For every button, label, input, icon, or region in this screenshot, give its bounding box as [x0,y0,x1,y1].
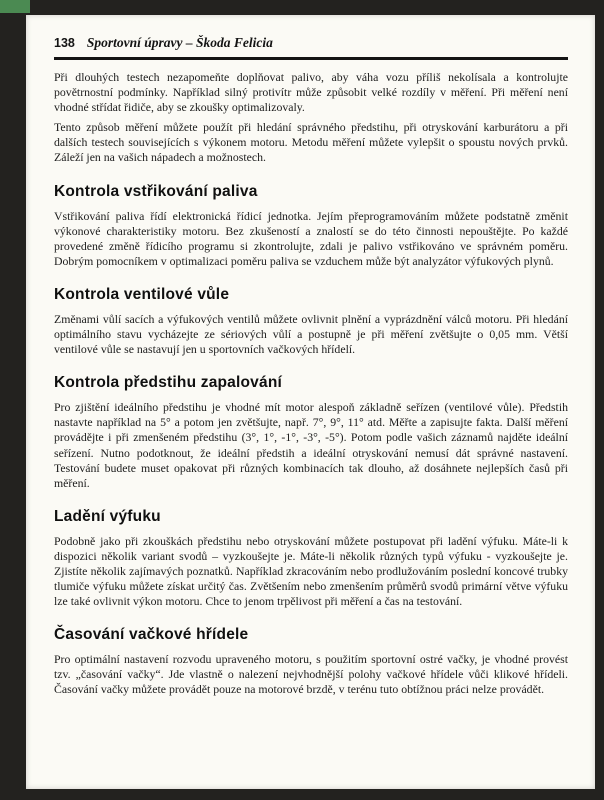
section-body-valve-clearance: Změnami vůlí sacích a výfukových ventilů můžete ovlivnit plnění a vyprázdnění válců motoru. Při hledání optimálního stavu vycházejte ze sériových vůlí a postupně je při měření zvětšujte o 0,05 mm. Větší ventilové vůle se nastavují jen u sportovních vačkových hřídelí. [54,311,568,357]
intro-paragraph: Při dlouhých testech nezapomeňte doplňovat palivo, aby váha vozu příliš nekolísala a kontrolujte povětrnostní podmínky. Například silný protivítr může způsobit velké rozdíly v měření. Při měření není vhodné střídat řidiče, aby se zkoušky optimalizovaly. [54,70,568,115]
section-heading-ignition-advance: Kontrola předstihu zapalování [54,374,282,392]
page-header [54,35,568,60]
section-heading-exhaust-tuning: Ladění výfuku [54,507,161,525]
section-body-fuel-injection: Vstřikování paliva řídí elektronická řídicí jednotka. Jejím přeprogramováním můžete podstatně změnit výkonové charakteristiky motoru. Bez zkušeností a znalostí se do této činnosti nepouštějte. Po každé provedené změně řídicího programu si zkontrolujte, zdali je palivo vstřikováno ve správném poměru. Dobrým pomocníkem v optimalizaci poměru paliva se vzduchem může být analyzátor výfukových plynů. [54,208,568,268]
section-body-ignition-advance: Pro zjištění ideálního předstihu je vhodné mít motor alespoň základně seřízen (ventilové vůle). Předstih nastavte například na 5° a potom jen zvětšujte, např. 7°, 9°, 11° atd. Měřte a zapisujte fakta. Další měření provádějte i při zmenšeném předstihu (3°, 1°, -1°, -3°, -5°). Potom podle vašich záznamů najděte ideální seřízení. Nutno podotknout, že ideální předstih a ideální otryskování nemusí dát správné nastavení. Testování budete muset opakovat při různých kombinacích tak dlouho, až dosáhnete nejlepších časů při měření. [54,400,568,490]
section-body-camshaft-timing: Pro optimální nastavení rozvodu upraveného motoru, s použitím sportovní ostré vačky, je vhodné provést tzv. „časování vačky“. Jde vlastně o nalezení nejvhodnější polohy vačkové hřídele vůči klikové hřídeli. Časování vačky můžete provádět pouze na motorové brzdě, v terénu tuto obtížnou práci nelze provádět. [54,652,568,697]
scan-corner-artifact [0,0,30,13]
section-heading-fuel-injection: Kontrola vstřikování paliva [54,182,258,200]
section-heading-valve-clearance: Kontrola ventilové vůle [54,285,230,303]
section-body-exhaust-tuning: Podobně jako při zkouškách předstihu nebo otryskování můžete postupovat při ladění výfuku. Máte-li k dispozici několik variant svodů – vyzkoušejte je. Máte-li několik různých typů výfuku - vyzkoušejte je. Zjistíte několik zajímavých poznatků. Například zkracováním nebo prodlužováním poslední koncové trubky tlumiče výfuku můžete získat určitý čas. Zvětšením nebo zmenšením průměrů svodů primární větve výfuku lze také ovlivnit výkon motoru. Chce to jenom trpělivost při měření a čas na testování. [54,533,568,609]
running-header-title: Sportovní úpravy – Škoda Felicia [86,35,273,50]
book-page [26,15,595,789]
section-heading-camshaft-timing: Časování vačkové hřídele [54,626,249,644]
page-content [26,15,595,698]
intro-paragraph: Tento způsob měření můžete použít při hledání správného předstihu, při otryskování karburátoru a při dalších testech souvisejících s výkonem motoru. Metodu měření můžete vylepšit o spoustu nových prvků. Záleží jen na vašich nápadech a možnostech. [54,120,568,165]
page-number: 138 [54,36,75,50]
